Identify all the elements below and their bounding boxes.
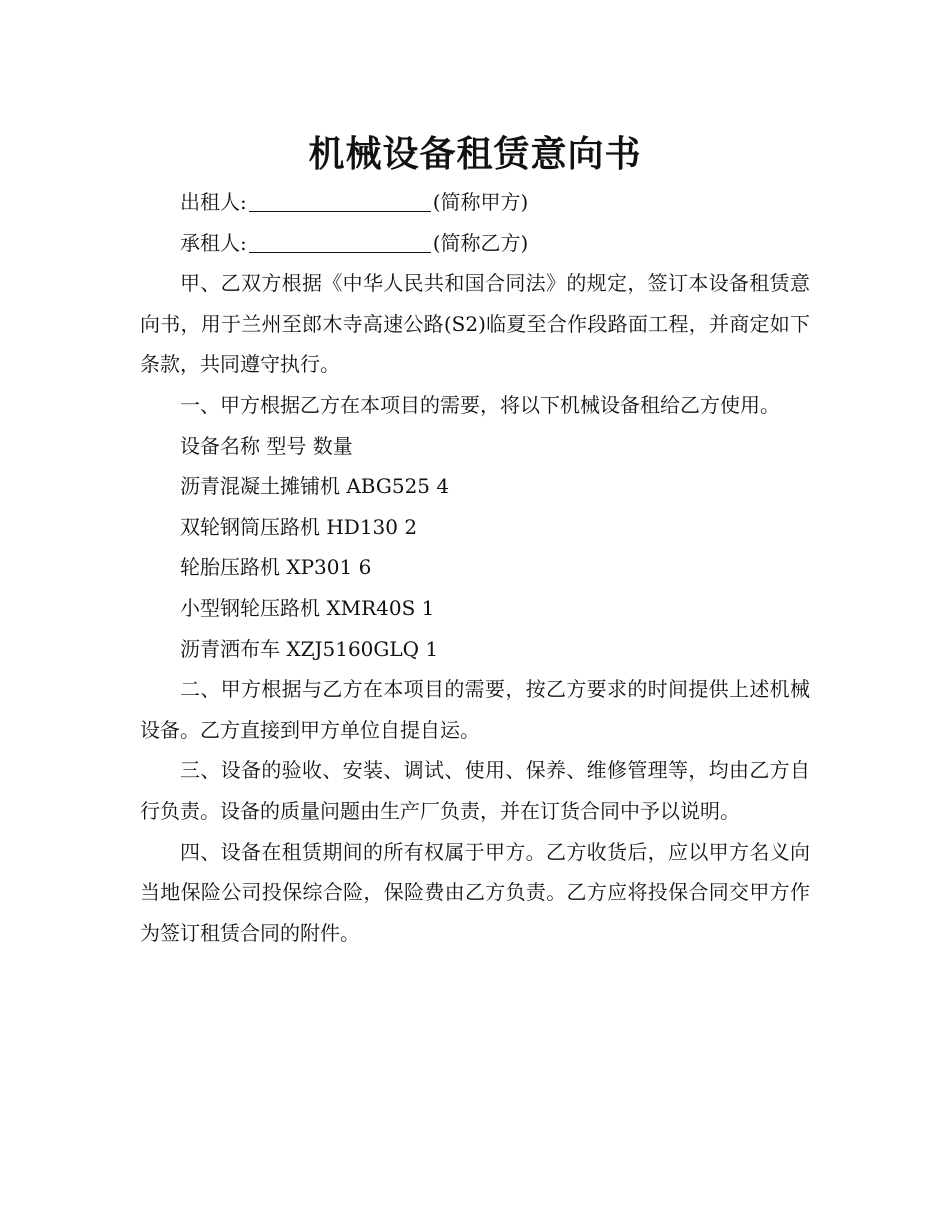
intro-paragraph: 甲、乙双方根据《中华人民共和国合同法》的规定，签订本设备租赁意向书，用于兰州至郎木寺高速公路(S2)临夏至合作段路面工程，并商定如下条款，共同遵守执行。: [140, 271, 810, 377]
equipment-header: 设备名称 型号 数量: [180, 433, 353, 458]
lessee-blank-field: [249, 232, 431, 253]
lessor-alias: (简称甲方): [432, 190, 529, 214]
lessor-label: 出租人:: [180, 190, 247, 214]
equipment-row: 沥青洒布车 XZJ5160GLQ 1: [180, 636, 439, 661]
equipment-row: 沥青混凝土摊铺机 ABG525 4: [180, 474, 450, 499]
lessee-alias: (简称乙方): [432, 230, 529, 255]
clause-4: 四、设备在租赁期间的所有权属于甲方。乙方收货后，应以甲方名义向当地保险公司投保综合险，保险费由乙方负责。乙方应将投保合同交甲方作为签订租赁合同的附件。: [140, 839, 810, 945]
lessor-line: [140, 182, 810, 223]
lessor-blank-field: [249, 191, 431, 212]
clause-1: 一、甲方根据乙方在本项目的需要，将以下机械设备租给乙方使用。: [180, 392, 780, 417]
document-title: 机械设备租赁意向书: [308, 133, 642, 175]
clause-2: 二、甲方根据与乙方在本项目的需要，按乙方要求的时间提供上述机械设备。乙方直接到甲方单位自提自运。: [140, 677, 810, 742]
equipment-row: 轮胎压路机 XP301 6: [180, 555, 372, 580]
lessee-line: [140, 223, 810, 264]
lessee-label: 承租人:: [180, 230, 247, 255]
document-body: [140, 182, 810, 953]
equipment-row: 小型钢轮压路机 XMR40S 1: [180, 595, 435, 620]
clause-3: 三、设备的验收、安装、调试、使用、保养、维修管理等，均由乙方自行负责。设备的质量问题由生产厂负责，并在订货合同中予以说明。: [140, 758, 810, 823]
equipment-row: 双轮钢筒压路机 HD130 2: [180, 514, 418, 539]
